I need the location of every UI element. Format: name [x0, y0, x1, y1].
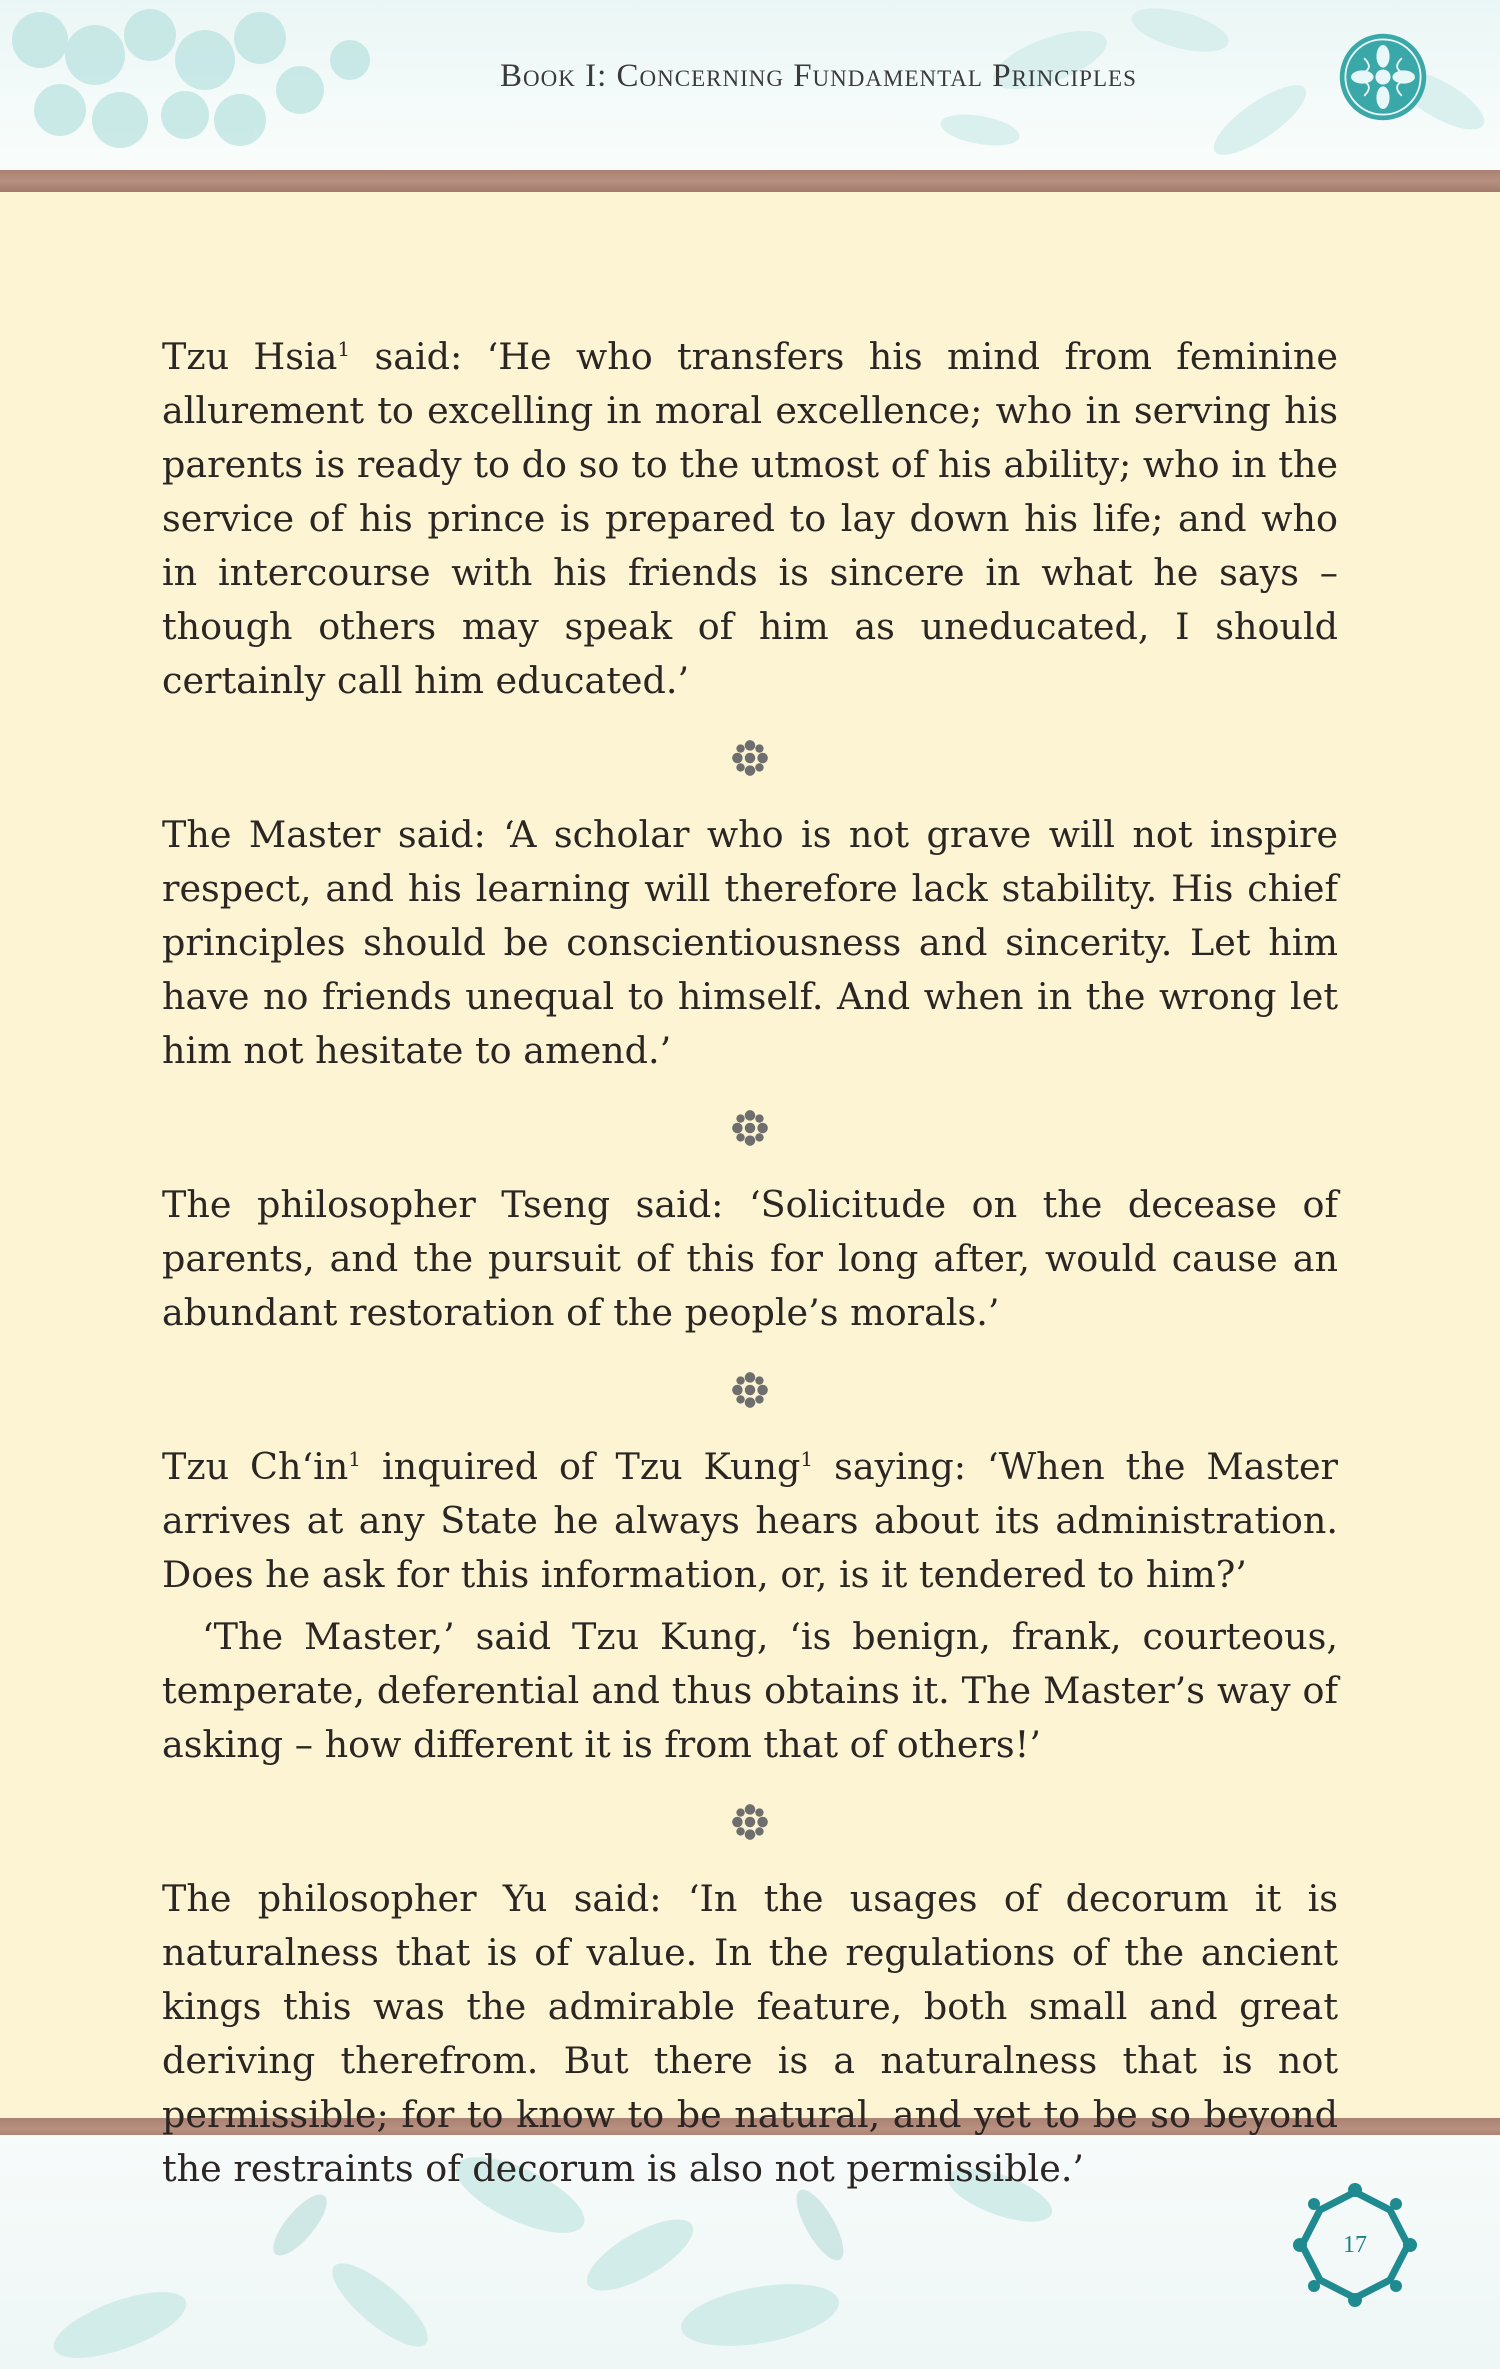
passage-1-text: said: ‘He who transfers his mind from feminine allurement to excelling in moral excellence; who in serving his parents is ready to do so to the utmost of his ability; who in the service of his prince is prepared to lay down his life; and who in intercourse with his friends is sincere in what he says – though others may speak of him as uneducated, I should certainly call him educated.’ [162, 335, 1338, 702]
passage-1-speaker: Tzu Hsia [162, 335, 338, 378]
section-separator [162, 708, 1338, 808]
section-separator [162, 1772, 1338, 1872]
passage-4-reply: ‘The Master,’ said Tzu Kung, ‘is benign, frank, courteous, temperate, deferential and thus obtains it. The Master’s way of asking – how different it is from that of others!’ [162, 1615, 1338, 1766]
running-header-title: Book I: Concerning Fundamental Principles [500, 58, 1137, 94]
passage-1 [162, 330, 1338, 708]
passage-2: The Master said: ‘A scholar who is not grave will not inspire respect, and his learning will therefore lack stability. His chief principles should be conscientiousness and sincerity. Let him have no friends unequal to himself. And when in the wrong let him not hesitate to amend.’ [162, 813, 1338, 1072]
ornament-icon [729, 1801, 771, 1843]
passage-3: The philosopher Tseng said: ‘Solicitude on the decease of parents, and the pursuit of this for long after, would cause an abundant restoration of the people’s morals.’ [162, 1183, 1338, 1334]
passage-4-middle: inquired of Tzu Kung [361, 1445, 801, 1488]
section-separator [162, 1340, 1338, 1440]
passage-4-text: saying: ‘When the Master arrives at any State he always hears about its administration. Does he ask for this information, or, is it tendered to him?’ [162, 1445, 1338, 1596]
main-text [162, 330, 1338, 2196]
ornament-icon [729, 1107, 771, 1149]
page-number: 17 [1343, 2231, 1367, 2258]
passage-4 [162, 1440, 1338, 1602]
section-separator [162, 1078, 1338, 1178]
ornament-icon [729, 737, 771, 779]
footnote-marker: 1 [800, 1446, 814, 1471]
footnote-marker: 1 [337, 336, 351, 361]
floral-emblem-icon [1336, 30, 1430, 124]
passage-5: The philosopher Yu said: ‘In the usages of decorum it is naturalness that is of value. In the regulations of the ancient kings this was the admirable feature, both small and great deriving therefrom. But there is a naturalness that is not permissible; for to know to be natural, and yet to be so beyond the restraints of decorum is also not permissible.’ [162, 1877, 1338, 2190]
ornament-icon [729, 1369, 771, 1411]
footnote-marker: 1 [348, 1446, 361, 1471]
passage-4-speaker: Tzu Ch‘in [162, 1445, 349, 1488]
page-number-frame [1290, 2180, 1420, 2310]
top-divider-rule [0, 170, 1500, 192]
